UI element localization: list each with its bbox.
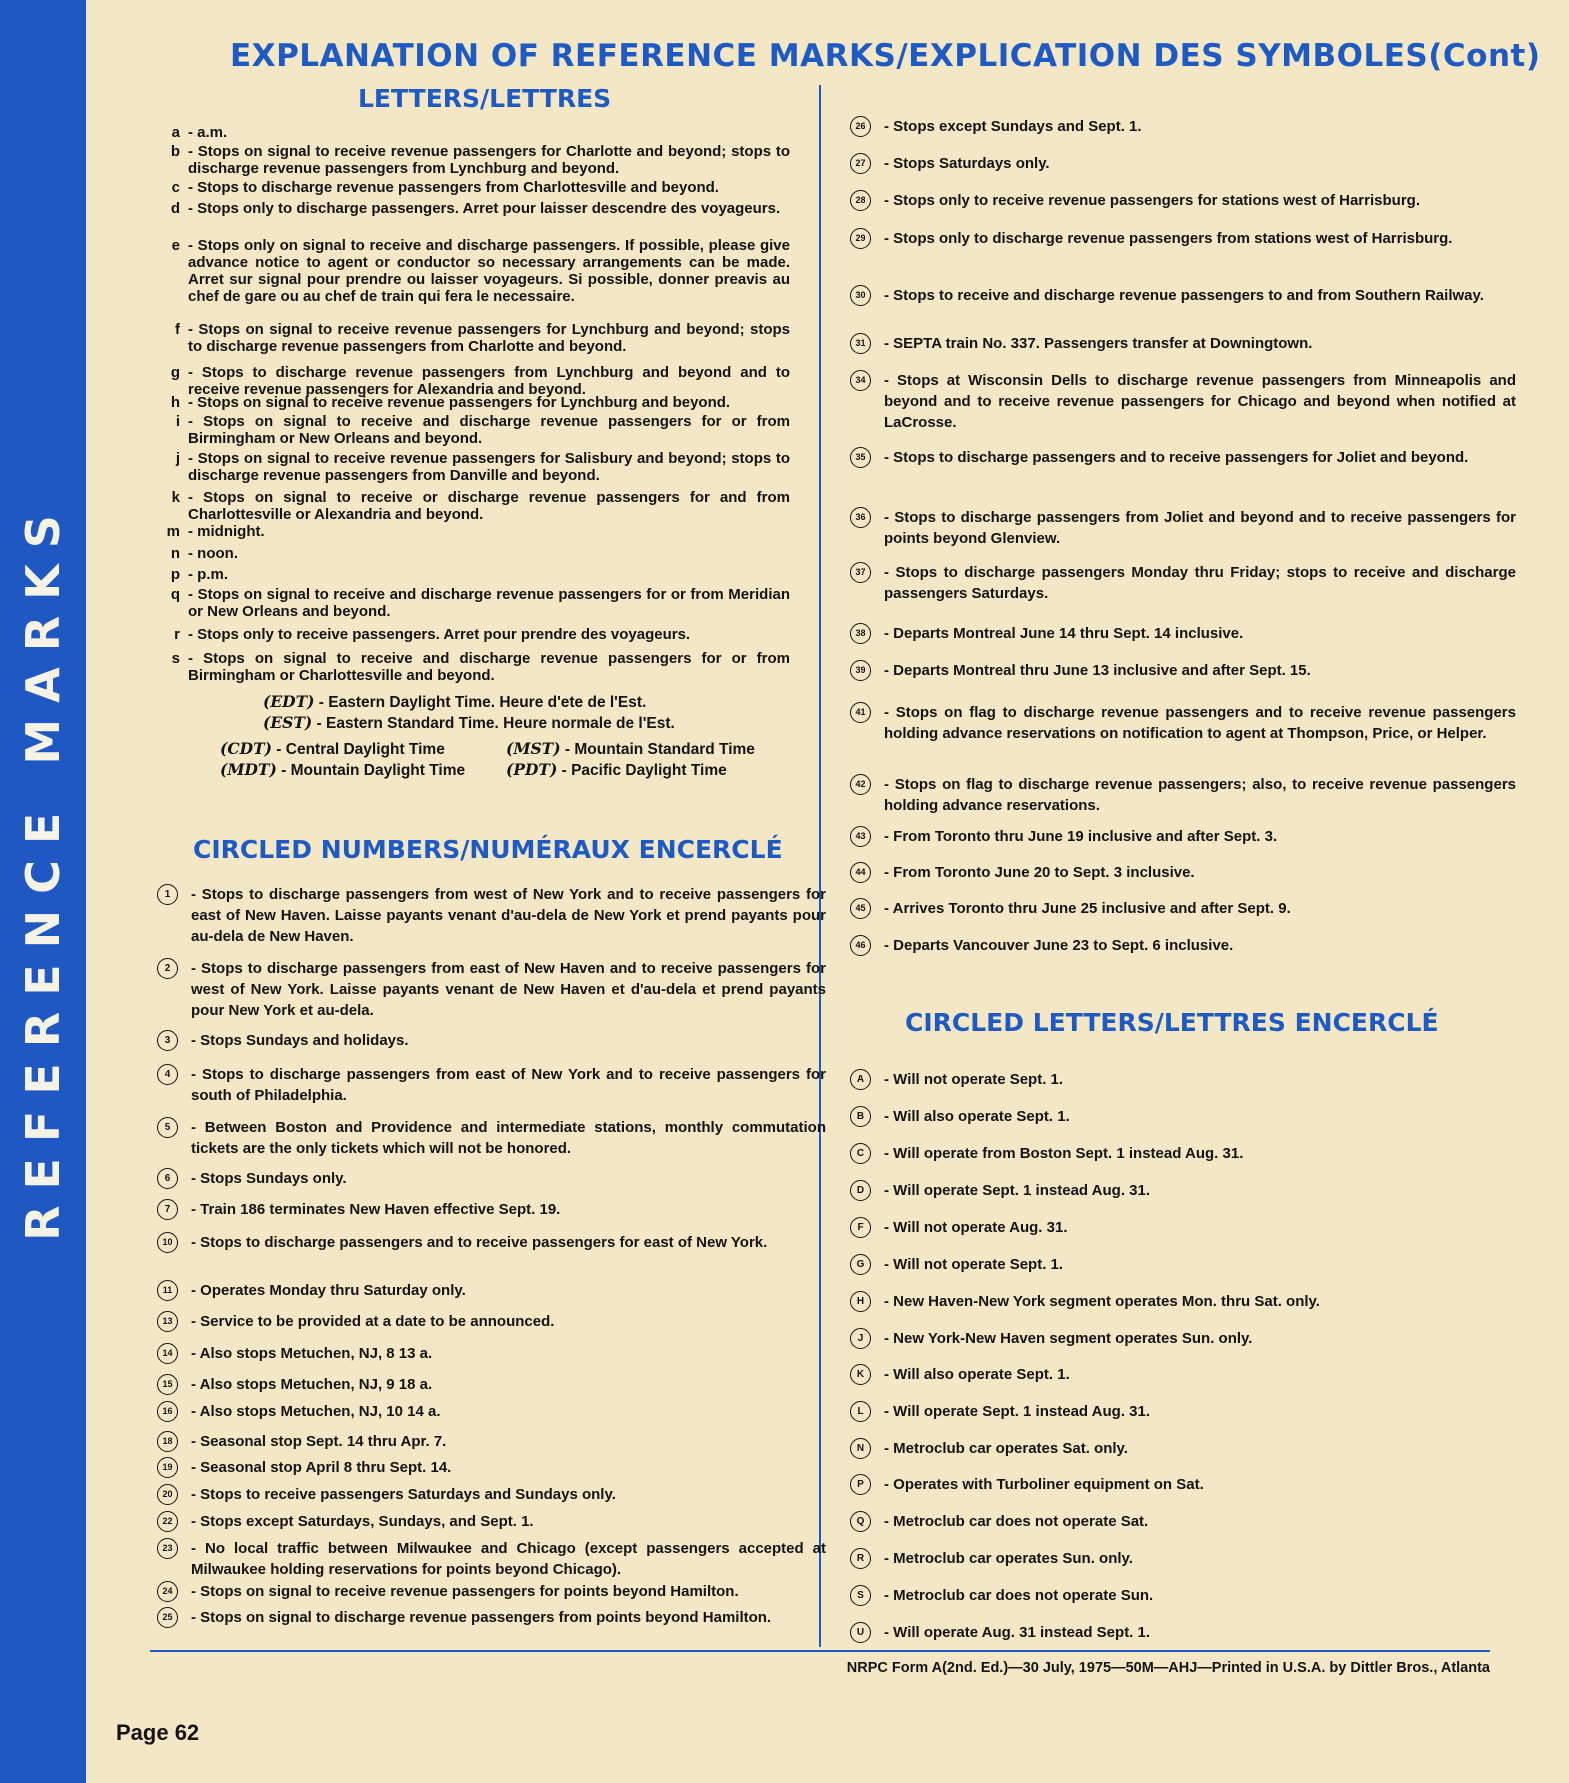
circled-number-marker: 22 [157,1511,178,1532]
circled-letter-marker: L [850,1401,871,1422]
circled-number-entry-15 [162,1374,826,1395]
circled-letter-text: - Will operate Aug. 31 instead Sept. 1. [884,1624,1151,1641]
circled-number-marker: 26 [850,116,871,137]
circled-number-text: - Stops to discharge passengers from east of New Haven and to receive passengers for west of New York. Laisse payants venant de New Haven et d'au-dela et prend payants pour New York et au-dela. [191,960,826,1019]
circled-number-marker: 24 [157,1581,178,1602]
letter-entry-a [171,124,790,141]
circled-number-text: - Departs Montreal thru June 13 inclusive and after Sept. 15. [884,662,1311,679]
circled-letter-text: - New York-New Haven segment operates Sun. only. [884,1330,1253,1347]
circled-number-text: - Also stops Metuchen, NJ, 9 18 a. [191,1376,433,1393]
letter-entry-h [170,394,790,411]
circled-number-entry-45 [855,898,1516,919]
letter-key: g [170,364,180,381]
circled-number-marker: 28 [850,190,871,211]
letter-text: - noon. [188,545,238,562]
circled-number-text: - Also stops Metuchen, NJ, 10 14 a. [191,1403,441,1420]
circled-number-text: - Seasonal stop April 8 thru Sept. 14. [191,1459,452,1476]
circled-number-text: - Between Boston and Providence and intermediate stations, monthly commutation tickets are the only tickets which will not be honored. [191,1119,826,1157]
circled-letter-entry-L [857,1401,1516,1422]
circled-number-entry-23 [162,1538,826,1580]
circled-letter-marker: S [850,1585,871,1606]
circled-number-marker: 2 [157,958,178,979]
circled-number-text: - Stops to discharge passengers and to receive passengers for east of New York. [191,1234,768,1251]
letter-entry-e [171,237,790,305]
circled-number-marker: 39 [850,660,871,681]
letters-heading: LETTERS/LETTRES [358,84,612,113]
circled-number-marker: 19 [157,1457,178,1478]
letter-key: n [170,545,180,562]
letter-entry-j [175,450,790,484]
letter-key: a [171,124,180,141]
circled-number-entry-29 [855,228,1516,249]
circled-number-entry-4 [164,1064,826,1106]
circled-letter-marker: D [850,1180,871,1201]
circled-number-entry-30 [855,285,1516,306]
circled-number-marker: 25 [157,1607,178,1628]
circled-number-marker: 11 [157,1280,178,1301]
circled-number-marker: 45 [850,898,871,919]
circled-number-text: - Stops on signal to receive revenue passengers for points beyond Hamilton. [191,1583,739,1600]
timezone-mst: (MST) - Mountain Standard Time [506,739,755,758]
letter-text: - Stops to discharge revenue passengers from Charlottesville and beyond. [188,179,719,196]
circled-letter-marker: R [850,1548,871,1569]
circled-letter-marker: G [850,1254,871,1275]
timezone-est: (EST) - Eastern Standard Time. Heure normale de l'Est. [263,713,675,732]
circled-letter-entry-R [856,1548,1516,1569]
circled-number-text: - Stops to receive and discharge revenue passengers to and from Southern Railway. [884,287,1484,304]
circled-number-text: - No local traffic between Milwaukee and Chicago (except passengers accepted at Milwaukee holding reservations for points beyond Chicago). [191,1540,826,1578]
sidebar-label: REFERENCE MARKS [16,499,70,1241]
circled-number-text: - Arrives Toronto thru June 25 inclusive and after Sept. 9. [884,900,1291,917]
circled-letter-marker: C [850,1143,871,1164]
letter-entry-k [171,489,790,523]
circled-number-entry-39 [855,660,1516,681]
circled-number-marker: 3 [157,1030,178,1051]
circled-number-text: - Stops Sundays only. [191,1170,347,1187]
circled-letter-marker: N [850,1438,871,1459]
circled-number-marker: 42 [850,774,871,795]
circled-letter-entry-Q [856,1511,1516,1532]
circled-number-text: - Stops Saturdays only. [884,155,1050,172]
circled-number-marker: 5 [157,1117,178,1138]
sidebar-band [0,0,86,1783]
footer-imprint: NRPC Form A(2nd. Ed.)—30 July, 1975—50M—AHJ—Printed in U.S.A. by Dittler Bros., Atlanta [846,1660,1490,1676]
circled-number-entry-1 [164,884,826,947]
circled-letter-marker: H [850,1291,871,1312]
circled-number-text: - Stops Sundays and holidays. [191,1032,409,1049]
circled-letter-marker: Q [850,1511,871,1532]
letter-entry-q [170,586,790,620]
circled-letter-entry-J [857,1328,1516,1349]
letter-key: b [170,143,180,160]
circled-number-entry-3 [164,1030,826,1051]
circled-number-entry-18 [162,1431,826,1452]
circled-letter-text: - Will not operate Sept. 1. [884,1071,1064,1088]
circled-number-text: - Train 186 terminates New Haven effective Sept. 19. [191,1201,561,1218]
circled-number-entry-42 [855,774,1516,816]
circled-letter-text: - Will also operate Sept. 1. [884,1108,1070,1125]
circled-number-text: - Stops only to discharge revenue passengers from stations west of Harrisburg. [884,230,1453,247]
circled-number-text: - Stops at Wisconsin Dells to discharge revenue passengers from Minneapolis and beyond and to receive revenue passengers for Chicago and beyond when notified at LaCrosse. [884,372,1516,431]
circled-letter-text: - Will operate Sept. 1 instead Aug. 31. [884,1182,1151,1199]
letter-text: - Stops on signal to receive and discharge revenue passengers for or from Birmingham or New Orleans and beyond. [188,413,790,447]
circled-letter-text: - Will operate Sept. 1 instead Aug. 31. [884,1403,1151,1420]
circled-number-entry-11 [162,1280,826,1301]
letter-text: - p.m. [188,566,228,583]
circled-number-text: - Operates Monday thru Saturday only. [191,1282,466,1299]
circled-number-entry-20 [162,1484,826,1505]
circled-letter-marker: J [850,1328,871,1349]
circled-number-marker: 38 [850,623,871,644]
circled-letter-text: - Metroclub car does not operate Sun. [884,1587,1154,1604]
circled-letter-marker: K [850,1364,871,1385]
circled-number-marker: 18 [157,1431,178,1452]
circled-number-entry-7 [164,1199,826,1220]
circled-number-entry-19 [162,1457,826,1478]
circled-number-text: - Service to be provided at a date to be announced. [191,1313,555,1330]
circled-number-text: - Stops to discharge passengers from east of New York and to receive passengers for south of Philadelphia. [191,1066,826,1104]
circled-number-marker: 34 [850,370,871,391]
timezone-mdt: (MDT) - Mountain Daylight Time [220,760,466,779]
circled-letter-entry-B [856,1106,1516,1127]
circled-number-entry-27 [855,153,1516,174]
circled-number-entry-10 [162,1232,826,1253]
circled-number-marker: 13 [157,1311,178,1332]
circled-number-text: - Seasonal stop Sept. 14 thru Apr. 7. [191,1433,447,1450]
letter-entry-r [174,626,790,643]
letter-text: - Stops only to receive passengers. Arret pour prendre des voyageurs. [188,626,691,643]
letter-key: c [171,179,180,196]
circled-number-text: - SEPTA train No. 337. Passengers transfer at Downingtown. [884,335,1313,352]
circled-letter-text: - New Haven-New York segment operates Mon. thru Sat. only. [884,1293,1320,1310]
letter-entry-m [166,523,790,540]
circled-letter-entry-G [856,1254,1516,1275]
circled-number-marker: 37 [850,562,871,583]
letter-entry-b [170,143,790,177]
circled-number-text: - From Toronto thru June 19 inclusive and after Sept. 3. [884,828,1278,845]
circled-number-text: - Departs Montreal June 14 thru Sept. 14 inclusive. [884,625,1244,642]
circled-number-text: - Stops only to receive revenue passengers for stations west of Harrisburg. [884,192,1420,209]
bottom-rule [150,1650,1490,1652]
circled-number-text: - Stops on flag to discharge revenue passengers; also, to receive revenue passengers holding advance reservations. [884,776,1516,814]
circled-numbers-heading: CIRCLED NUMBERS/NUMÉRAUX ENCERCLÉ [193,835,783,864]
circled-number-entry-6 [164,1168,826,1189]
circled-letter-text: - Will not operate Aug. 31. [884,1219,1068,1236]
letter-key: f [175,321,180,338]
circled-number-marker: 7 [157,1199,178,1220]
letter-text: - Stops on signal to receive and discharge revenue passengers for or from Birmingham or Charlottesville and beyond. [188,650,790,684]
circled-number-entry-38 [855,623,1516,644]
circled-number-entry-34 [855,370,1516,433]
circled-number-entry-14 [162,1343,826,1364]
letter-key: m [166,523,180,540]
letter-text: - Stops on signal to receive revenue passengers for Charlotte and beyond; stops to discharge revenue passengers from Lynchburg and beyond. [188,143,790,177]
letter-text: - Stops on signal to receive and discharge revenue passengers for or from Meridian or New Orleans and beyond. [188,586,790,620]
circled-number-entry-37 [855,562,1516,604]
circled-number-entry-36 [855,507,1516,549]
circled-number-text: - Stops to discharge passengers and to receive passengers for Joliet and beyond. [884,449,1469,466]
circled-number-text: - Stops except Sundays and Sept. 1. [884,118,1142,135]
letter-text: - Stops on signal to receive revenue passengers for Salisbury and beyond; stops to discharge revenue passengers from Danville and beyond. [188,450,790,484]
letter-key: r [174,626,180,643]
letter-key: p [170,566,180,583]
circled-number-entry-26 [855,116,1516,137]
letter-text: - Stops on signal to receive revenue passengers for Lynchburg and beyond. [188,394,731,411]
timezone-pdt: (PDT) - Pacific Daylight Time [506,760,727,779]
circled-number-marker: 6 [157,1168,178,1189]
circled-letter-marker: U [850,1622,871,1643]
circled-letter-text: - Metroclub car operates Sun. only. [884,1550,1133,1567]
letter-text: - Stops to discharge revenue passengers from Lynchburg and beyond and to receive revenue passengers for Alexandria and beyond. [188,364,790,398]
circled-number-marker: 4 [157,1064,178,1085]
circled-number-text: - Stops to discharge passengers Monday thru Friday; stops to receive and discharge passengers Saturdays. [884,564,1516,602]
circled-number-text: - Stops to receive passengers Saturdays and Sundays only. [191,1486,616,1503]
letter-text: - midnight. [188,523,265,540]
letter-key: h [170,394,180,411]
circled-number-text: - From Toronto June 20 to Sept. 3 inclusive. [884,864,1195,881]
circled-number-marker: 36 [850,507,871,528]
circled-number-entry-44 [855,862,1516,883]
letter-key: e [171,237,180,254]
circled-number-entry-25 [162,1607,826,1628]
circled-number-text: - Also stops Metuchen, NJ, 8 13 a. [191,1345,433,1362]
letter-entry-g [170,364,790,398]
circled-number-marker: 46 [850,935,871,956]
letter-entry-p [170,566,790,583]
circled-number-marker: 29 [850,228,871,249]
letter-key: d [170,200,180,217]
circled-number-text: - Stops except Saturdays, Sundays, and Sept. 1. [191,1513,534,1530]
letter-text: - Stops only to discharge passengers. Arret pour laisser descendre des voyageurs. [188,200,781,217]
letter-key: j [175,450,180,467]
circled-letter-entry-P [857,1474,1516,1495]
circled-letter-entry-C [856,1143,1516,1164]
circled-letter-text: - Metroclub car does not operate Sat. [884,1513,1149,1530]
circled-letter-text: - Will also operate Sept. 1. [884,1366,1070,1383]
circled-number-entry-31 [855,333,1516,354]
circled-number-marker: 10 [157,1232,178,1253]
circled-number-marker: 31 [850,333,871,354]
circled-number-text: - Departs Vancouver June 23 to Sept. 6 inclusive. [884,937,1234,954]
circled-number-marker: 1 [157,884,178,905]
letter-text: - Stops on signal to receive revenue passengers for Lynchburg and beyond; stops to discharge revenue passengers from Charlotte and beyond. [188,321,790,355]
circled-number-text: - Stops to discharge passengers from west of New York and to receive passengers for east of New Haven. Laisse payants venant d'au-dela de New York et prend payants pour au-dela de New Haven. [191,886,826,945]
circled-letter-text: - Metroclub car operates Sat. only. [884,1440,1128,1457]
circled-letter-entry-N [856,1438,1516,1459]
letter-key: i [175,413,180,430]
circled-letter-entry-K [856,1364,1516,1385]
circled-number-entry-41 [855,702,1516,744]
circled-number-entry-5 [164,1117,826,1159]
circled-letter-marker: B [850,1106,871,1127]
circled-letter-entry-S [857,1585,1516,1606]
letter-entry-i [175,413,790,447]
letter-text: - a.m. [188,124,228,141]
circled-letter-marker: A [850,1069,871,1090]
circled-number-marker: 27 [850,153,871,174]
circled-letter-text: - Will operate from Boston Sept. 1 instead Aug. 31. [884,1145,1244,1162]
page-number: Page 62 [116,1720,200,1745]
timezone-edt: (EDT) - Eastern Daylight Time. Heure d'ete de l'Est. [263,692,647,711]
circled-number-entry-13 [162,1311,826,1332]
circled-letter-text: - Will not operate Sept. 1. [884,1256,1064,1273]
circled-letter-entry-U [856,1622,1516,1643]
circled-number-marker: 35 [850,447,871,468]
letter-entry-s [171,650,790,684]
circled-letter-entry-D [856,1180,1516,1201]
letter-text: - Stops on signal to receive or discharge revenue passengers for and from Charlottesville or Alexandria and beyond. [188,489,790,523]
circled-number-text: - Stops on signal to discharge revenue passengers from points beyond Hamilton. [191,1609,772,1626]
circled-number-entry-16 [162,1401,826,1422]
circled-number-marker: 41 [850,702,871,723]
letter-entry-d [170,200,790,217]
circled-number-marker: 14 [157,1343,178,1364]
circled-number-marker: 44 [850,862,871,883]
circled-letter-entry-F [857,1217,1516,1238]
circled-number-marker: 15 [157,1374,178,1395]
circled-letter-entry-A [856,1069,1516,1090]
letter-key: k [171,489,180,506]
page-title: EXPLANATION OF REFERENCE MARKS/EXPLICATION DES SYMBOLES(Cont) [230,38,1541,74]
circled-number-entry-24 [162,1581,826,1602]
circled-number-entry-35 [855,447,1516,468]
circled-number-marker: 23 [157,1538,178,1559]
letter-key: q [170,586,180,603]
circled-letter-entry-H [856,1291,1516,1312]
circled-letter-marker: P [850,1474,871,1495]
circled-number-marker: 20 [157,1484,178,1505]
letter-key: s [171,650,180,667]
timezone-cdt: (CDT) - Central Daylight Time [220,739,445,758]
letter-text: - Stops only on signal to receive and discharge passengers. If possible, please give advance notice to agent or conductor so necessary arrangements can be made. Arret sur signal pour prendre ou laisser voyageurs. Si possible, donner preavis au chef de gare ou au chef de train qui fera le necessaire. [188,237,790,305]
circled-number-entry-43 [855,826,1516,847]
letter-entry-n [170,545,790,562]
circled-letter-text: - Operates with Turboliner equipment on Sat. [884,1476,1204,1493]
circled-number-entry-2 [164,958,826,1021]
circled-letters-heading: CIRCLED LETTERS/LETTRES ENCERCLÉ [905,1008,1439,1037]
letter-entry-f [175,321,790,355]
circled-number-text: - Stops to discharge passengers from Joliet and beyond and to receive passengers for points beyond Glenview. [884,509,1516,547]
circled-number-entry-22 [162,1511,826,1532]
circled-number-entry-46 [855,935,1516,956]
circled-number-marker: 30 [850,285,871,306]
circled-letter-marker: F [850,1217,871,1238]
circled-number-marker: 16 [157,1401,178,1422]
letter-entry-c [171,179,790,196]
circled-number-marker: 43 [850,826,871,847]
circled-number-entry-28 [855,190,1516,211]
circled-number-text: - Stops on flag to discharge revenue passengers and to receive revenue passengers holding advance reservations on notification to agent at Thompson, Price, or Helper. [884,704,1516,742]
